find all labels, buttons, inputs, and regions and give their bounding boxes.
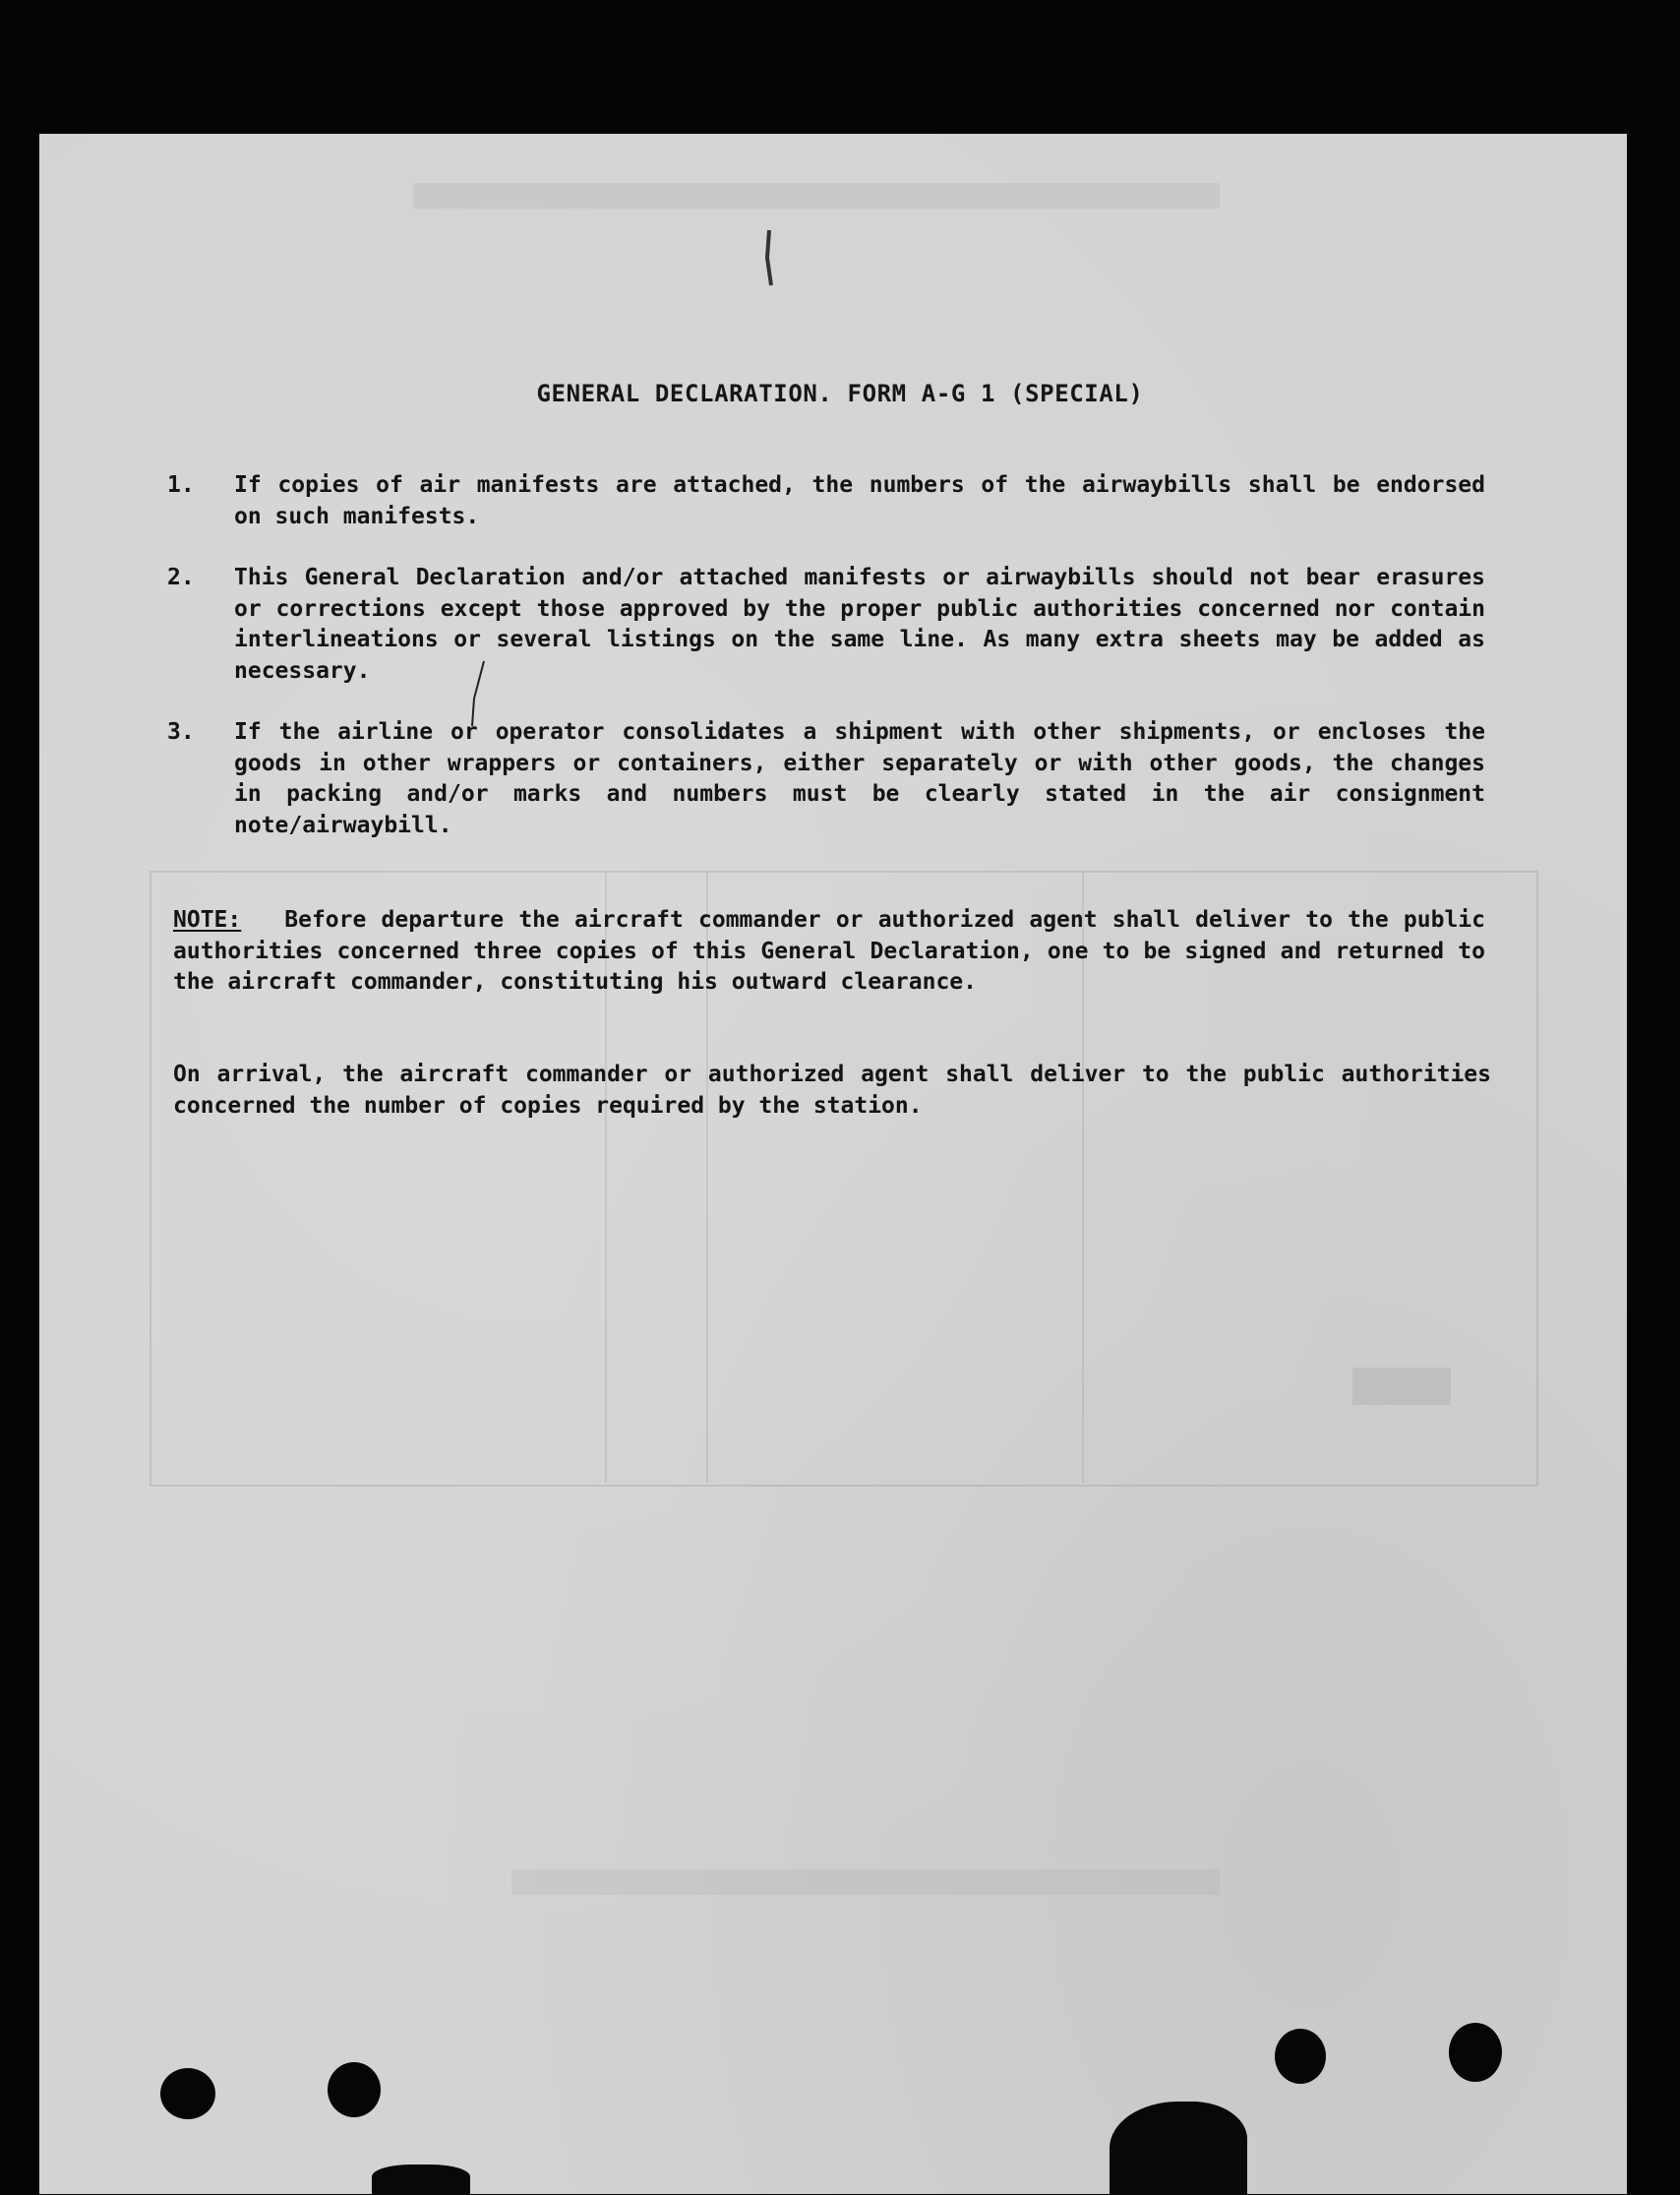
punch-hole: [160, 2068, 215, 2119]
pen-mark: [462, 659, 492, 728]
punch-hole: [1275, 2029, 1326, 2084]
note-paragraph: [173, 905, 1485, 999]
arrival-paragraph: On arrival, the aircraft commander or authorized agent shall deliver to the public authorities concerned the number of copies required by the station.: [173, 1062, 1491, 1119]
item-number: 1.: [167, 472, 195, 498]
note-text: Before departure the aircraft commander or authorized agent shall deliver to the public authorities concerned three copies of this General Declaration, one to be signed and returned to the aircraft commander, constituting his outward clearance.: [173, 907, 1485, 995]
torn-edge: [372, 2165, 470, 2195]
page-title: GENERAL DECLARATION. FORM A-G 1 (SPECIAL): [536, 380, 1144, 407]
item-text: If the airline or operator consolidates a shipment with other shipments, or encloses the goods in other wrappers or containers, either separately or with other goods, the changes in packing and/or marks and numbers must be clearly stated in the air consignment note/airwaybill.: [234, 719, 1485, 838]
item-number: 2.: [167, 565, 195, 590]
ink-blot: [757, 228, 781, 287]
item-number: 3.: [167, 719, 195, 745]
item-text: This General Declaration and/or attached manifests or airwaybills should not bear erasures or corrections except those approved by the proper public authorities concerned nor contain interlineations or several listings on the same line. As many extra sheets may be added as necessary.: [234, 565, 1485, 684]
note-label: NOTE:: [173, 907, 242, 933]
instruction-item: [167, 470, 1485, 532]
instruction-item: [167, 717, 1485, 841]
torn-edge: [1110, 2102, 1247, 2195]
punch-hole: [1449, 2023, 1502, 2082]
instruction-item: [167, 563, 1485, 687]
item-text: If copies of air manifests are attached, the numbers of the airwaybills shall be endorsed on such manifests.: [234, 472, 1485, 529]
punch-hole: [328, 2062, 381, 2117]
